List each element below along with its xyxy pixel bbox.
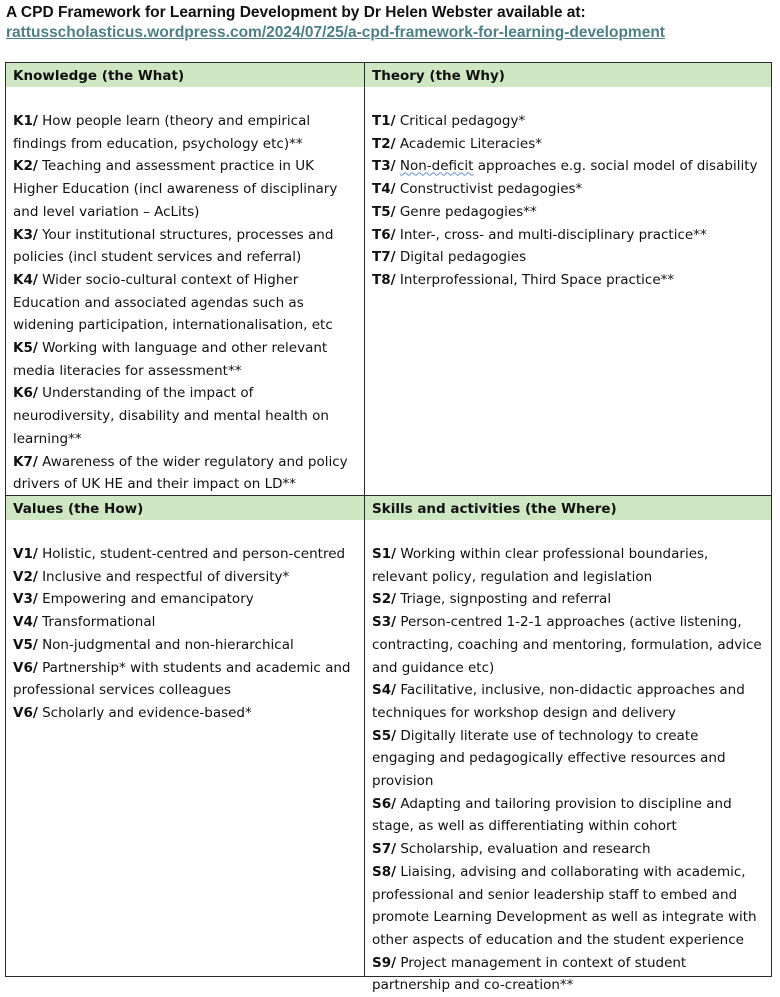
knowledge-heading: Knowledge (the What) [6,63,364,87]
skills-heading: Skills and activities (the Where) [365,496,771,520]
knowledge-cell [6,63,365,496]
list-item: S9/ Project management in context of student partnership and co-creation** [372,954,687,994]
list-item: K1/ How people learn (theory and empirical findings from education, psychology etc)** [13,113,311,152]
list-item: K6/ Understanding of the impact of neurodiversity, disability and mental health on learning** [13,385,329,447]
values-list [6,520,364,976]
list-item: V6/ Scholarly and evidence-based* [13,704,252,721]
list-item: V3/ Empowering and emancipatory [13,591,254,608]
list-item: K7/ Awareness of the wider regulatory and policy drivers of UK HE and their impact on LD** [13,453,348,493]
skills-cell [365,496,772,994]
theory-cell [365,63,772,496]
table-row-top [6,63,772,496]
list-item: T1/ Critical pedagogy* [372,113,526,129]
list-item: K3/ Your institutional structures, processes and policies (incl student services and referral) [13,226,334,266]
document-title: A CPD Framework for Learning Development by Dr Helen Webster available at: [6,4,586,21]
values-cell [6,496,365,977]
list-item: S5/ Digitally literate use of technology to create engaging and pedagogically effective resources and provision [372,727,726,790]
list-item: V5/ Non-judgmental and non-hierarchical [13,636,294,653]
list-item: T3/ Non-deficit approaches e.g. social model of disability [372,158,758,175]
list-item: K2/ Teaching and assessment practice in UK Higher Education (incl awareness of disciplinary and level variation – AcLits) [13,158,338,220]
knowledge-list [6,87,364,495]
list-item: T5/ Genre pedagogies** [372,203,537,220]
values-heading: Values (the How) [6,496,364,520]
table-row-bottom [6,496,772,977]
list-item: S2/ Triage, signposting and referral [372,591,612,608]
list-item: T2/ Academic Literacies* [372,135,542,152]
list-item: S3/ Person-centred 1-2-1 approaches (active listening, contracting, coaching and mentoring, formulation, advice and guidance etc) [372,614,762,676]
list-item: T7/ Digital pedagogies [372,249,527,266]
document-header [6,3,776,43]
list-item: V1/ Holistic, student-centred and person-centred [13,546,346,562]
skills-list [365,520,771,994]
list-item: T6/ Inter-, cross- and multi-disciplinary practice** [372,226,707,243]
spellcheck-marked-word: Non-deficit [399,158,474,175]
list-item: K5/ Working with language and other relevant media literacies for assessment** [13,340,328,379]
list-item: V2/ Inclusive and respectful of diversity* [13,568,290,585]
theory-list [365,87,771,495]
list-item: S7/ Scholarship, evaluation and research [372,841,651,858]
list-item: T8/ Interprofessional, Third Space practice** [372,271,675,288]
theory-heading: Theory (the Why) [365,63,771,87]
framework-link[interactable]: rattusscholasticus.wordpress.com/2024/07/25/a-cpd-framework-for-learning-development [6,24,665,41]
list-item: S8/ Liaising, advising and collaborating with academic, professional and senior leadership staff to embed and promote Learning Development as well as integrate with other aspects of education and the student experience [372,863,757,948]
list-item: V4/ Transformational [13,614,156,631]
list-item: K4/ Wider socio-cultural context of Higher Education and associated agendas such as widening participation, internationalisation, etc [13,271,333,334]
list-item: T4/ Constructivist pedagogies* [372,181,583,198]
framework-table [5,62,772,994]
list-item: S4/ Facilitative, inclusive, non-didactic approaches and techniques for workshop design and delivery [372,682,745,721]
list-item: S6/ Adapting and tailoring provision to discipline and stage, as well as differentiating within cohort [372,795,732,835]
list-item: S1/ Working within clear professional boundaries, relevant policy, regulation and legislation [372,546,709,585]
list-item: V6/ Partnership* with students and academic and professional services colleagues [13,659,351,699]
